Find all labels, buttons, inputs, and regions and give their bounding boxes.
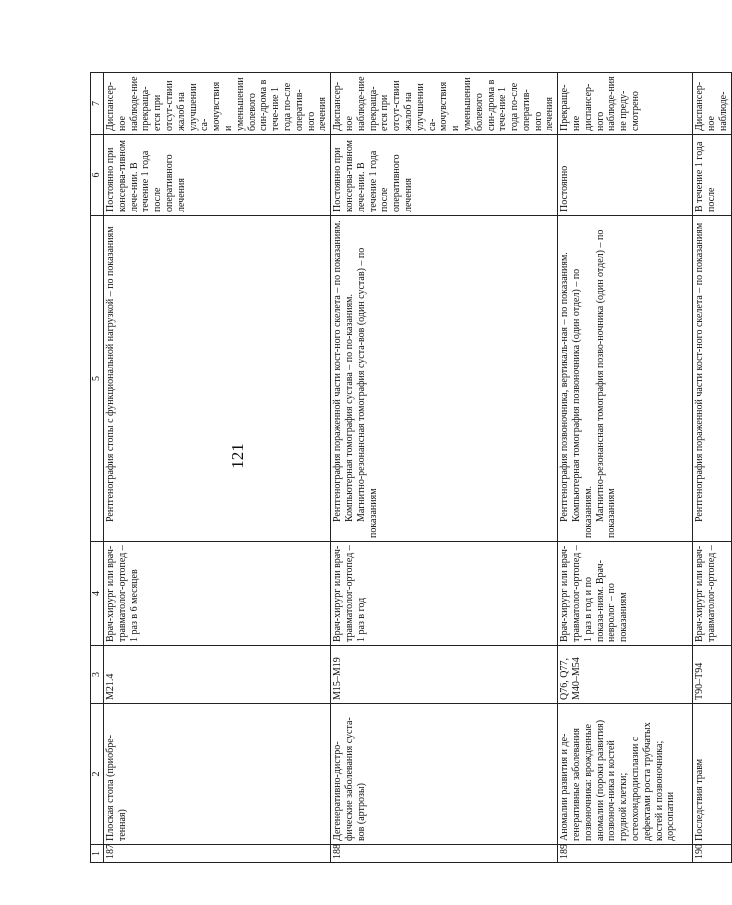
exams-cell [331, 216, 558, 542]
criteria-cell: Диспансер-ное наблюде-ние прекраща-ется при отсут-ствии жалоб на улучшении са-мочувствия и уменьшении болевого син-дрома в тече-ние 1 года по-сле оператив-ного лечения [104, 73, 331, 135]
condition-cell [331, 704, 558, 845]
rotated-table-container [90, 73, 729, 863]
row-number: 190 [693, 845, 731, 863]
exam-line: Рентгенография позвоночника, вертикаль-ная – по показаниям. [559, 252, 571, 522]
condition-text: Дегенеративно-дистро-фические заболевания суста-вов (артрозы) [332, 717, 367, 841]
header-cell-7: 7 [91, 73, 104, 135]
exams-cell [558, 216, 693, 542]
specialist-text: Врач-хирург или врач-травматолог-ортопед – [694, 545, 718, 642]
table-header-row [91, 73, 104, 863]
table-row [331, 73, 558, 863]
exam-line: Рентгенография пораженной части кост-ного скелета – по показаниям [694, 222, 706, 522]
row-number: 188 [331, 845, 558, 863]
dispensary-observation-table [90, 72, 732, 863]
row-number: 187 [104, 845, 331, 863]
icd-code-cell: M15–M19 [331, 646, 558, 704]
specialist-cell [693, 542, 731, 646]
exam-line: Рентгенография стопы с функциональной нагрузкой – по показаниям [105, 226, 116, 522]
table-row [693, 73, 731, 863]
exam-line: Компьютерная томография позвоночника (один отдел) – по показаниям. [571, 268, 594, 538]
table-row [558, 73, 693, 863]
header-cell-5: 5 [91, 216, 104, 542]
exam-line: Рентгенография пораженной части кост-ного скелета – по показаниям. [332, 220, 344, 522]
specialist-cell [331, 542, 558, 646]
page-number: 121 [228, 443, 247, 469]
header-cell-3: 3 [91, 646, 104, 704]
table-row [104, 73, 331, 863]
condition-text: Последствия травм [694, 758, 706, 841]
criteria-cell: Диспансер-ное наблюде- [693, 73, 731, 135]
condition-cell [558, 704, 693, 845]
specialist-cell [558, 542, 693, 646]
icd-code-cell: T90–T94 [693, 646, 731, 704]
specialist-cell [104, 542, 331, 646]
exam-line: Компьютерная томография сустава – по по-казаниям. [343, 293, 355, 522]
condition-text: Плоская стопа (приобре-тенная) [105, 734, 128, 841]
exams-cell [104, 216, 331, 542]
duration-cell: Постоянно при консерва-тивном лече-нии. В течение 1 года после оперативного лечения [331, 135, 558, 216]
criteria-cell: Диспансер-ное наблюде-ние прекраща-ется при отсут-ствии жалоб на улучшении са-мочувствия и уменьшении болевого син-дрома в тече-ние 1 года по-сле оператив-ного лечения [331, 73, 558, 135]
specialist-text: Врач-хирург или врач-травматолог-ортопед – 1 раз в год и по показа-ниям. Врач-невролог – по показаниям [559, 545, 630, 642]
row-number: 189 [558, 845, 693, 863]
condition-cell [693, 704, 731, 845]
condition-text: Аномалии развития и де-генеративные заболевания позвоночника: врожденные аномалии (пороки развития) позвоноч-ника и костей грудной клетки; остеохондродисплазии с дефектами роста трубчатых костей и позвоночника; дорсопатии [559, 719, 677, 841]
specialist-text: Врач-хирург или врач-травматолог-ортопед – 1 раз в 6 месяцев [105, 545, 140, 642]
icd-code-cell: Q76, Q77, M40–M54 [558, 646, 693, 704]
exam-line: Магнитно-резонансная томография суста-вов (один сустав) – по показаниям [355, 247, 379, 538]
duration-cell: Постоянно [558, 135, 693, 216]
specialist-text: Врач-хирург или врач-травматолог-ортопед – 1 раз в год [332, 545, 367, 642]
header-cell-1: 1 [91, 845, 104, 863]
duration-cell: Постоянно при консерва-тивном лече-нии. В течение 1 года после оперативного лечения [104, 135, 331, 216]
duration-cell: В течение 1 года после [693, 135, 731, 216]
header-cell-6: 6 [91, 135, 104, 216]
header-cell-4: 4 [91, 542, 104, 646]
condition-cell [104, 704, 331, 845]
header-cell-2: 2 [91, 704, 104, 845]
icd-code-cell: M21.4 [104, 646, 331, 704]
exam-line: Магнитно-резонансная томография позво-ночника (один отдел) – по показаниям [594, 229, 618, 538]
criteria-cell: Прекраще-ние диспансер-ного наблюде-ния не преду-смотрено [558, 73, 693, 135]
exams-cell [693, 216, 731, 542]
